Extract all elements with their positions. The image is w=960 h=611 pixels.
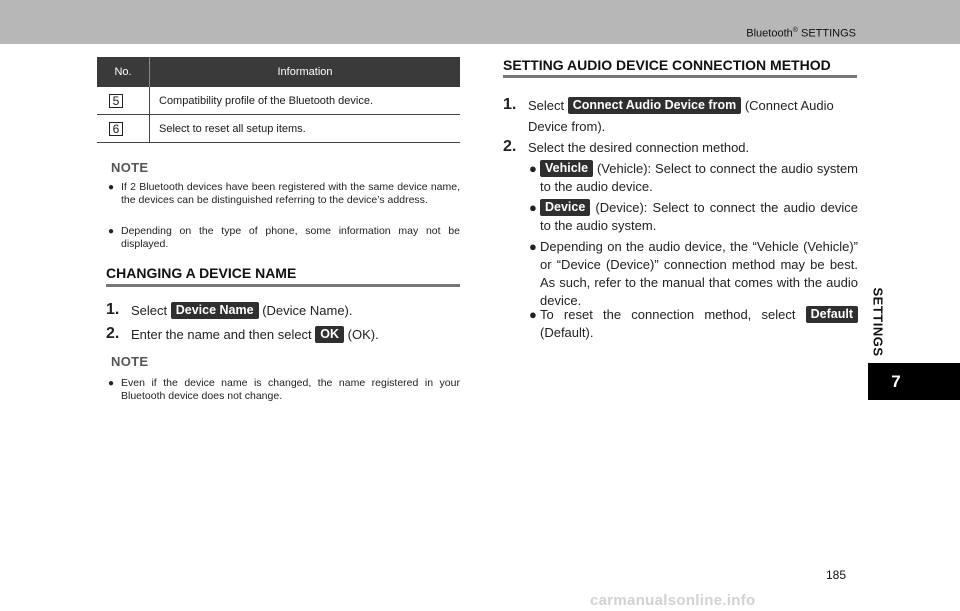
bullet-icon: ● <box>529 200 537 215</box>
list-item: ● Depending on the audio device, the “Vehicle (Vehicle)” or “Device (Device)” connection method may be best. As such, refer to the manual that comes with the audio device. <box>529 239 858 308</box>
section-divider <box>106 284 460 287</box>
section-divider <box>503 75 857 78</box>
ok-button[interactable]: OK <box>315 326 344 343</box>
bullet-icon: ● <box>529 161 537 176</box>
table-row <box>97 115 460 143</box>
row-number-box: 5 <box>109 94 123 108</box>
default-button[interactable]: Default <box>806 306 858 323</box>
table-cell-info: Select to reset all setup items. <box>159 123 306 135</box>
chapter-number-tab: 7 <box>868 363 960 400</box>
device-button[interactable]: Device <box>540 199 590 216</box>
table-header <box>97 57 460 87</box>
step-2: 2. Select the desired connection method. <box>503 138 750 155</box>
bullet-icon: ● <box>108 182 115 193</box>
section-title: SETTING AUDIO DEVICE CONNECTION METHOD <box>503 57 831 73</box>
note-label: NOTE <box>111 160 149 175</box>
device-name-button[interactable]: Device Name <box>171 302 259 319</box>
bullet-icon: ● <box>108 378 115 389</box>
vehicle-button[interactable]: Vehicle <box>540 160 593 177</box>
running-header: Bluetooth® SETTINGS <box>746 27 856 40</box>
note-item: ● Depending on the type of phone, some information may not be displayed. <box>108 225 460 250</box>
watermark: carmanualsonline.info <box>590 592 756 609</box>
page-header-bar <box>0 0 960 44</box>
step-1: 1. Select Connect Audio Device from (Connect Audio Device from). <box>503 96 834 134</box>
bullet-icon: ● <box>108 226 115 237</box>
connect-audio-device-from-button[interactable]: Connect Audio Device from <box>568 97 741 114</box>
info-table <box>97 57 460 143</box>
note-item: ● Even if the device name is changed, the name registered in your Bluetooth device does not change. <box>108 377 460 402</box>
list-item: ● To reset the connection method, select Default (Default). <box>540 306 858 342</box>
list-item: ● Vehicle (Vehicle): Select to connect the audio system to the audio device. <box>529 161 858 194</box>
side-tab-label: SETTINGS <box>870 287 886 357</box>
column-header-info: Information <box>277 66 333 78</box>
bullet-icon: ● <box>529 307 537 322</box>
list-item: ● Device (Device): Select to connect the audio device to the audio system. <box>529 200 858 233</box>
table-row <box>97 87 460 115</box>
note-item: ● If 2 Bluetooth devices have been registered with the same device name, the devices can be distinguished referring to the device’s address. <box>108 181 460 206</box>
row-number-box: 6 <box>109 122 123 136</box>
page-number: 185 <box>826 568 847 582</box>
bullet-icon: ● <box>529 239 537 254</box>
section-title: CHANGING A DEVICE NAME <box>106 265 297 281</box>
column-header-no: No. <box>97 57 150 87</box>
note-label: NOTE <box>111 354 149 369</box>
step-1: 1. Select Device Name (Device Name). <box>106 301 353 318</box>
table-cell-info: Compatibility profile of the Bluetooth device. <box>159 95 374 107</box>
step-2: 2. Enter the name and then select OK (OK). <box>106 325 379 342</box>
